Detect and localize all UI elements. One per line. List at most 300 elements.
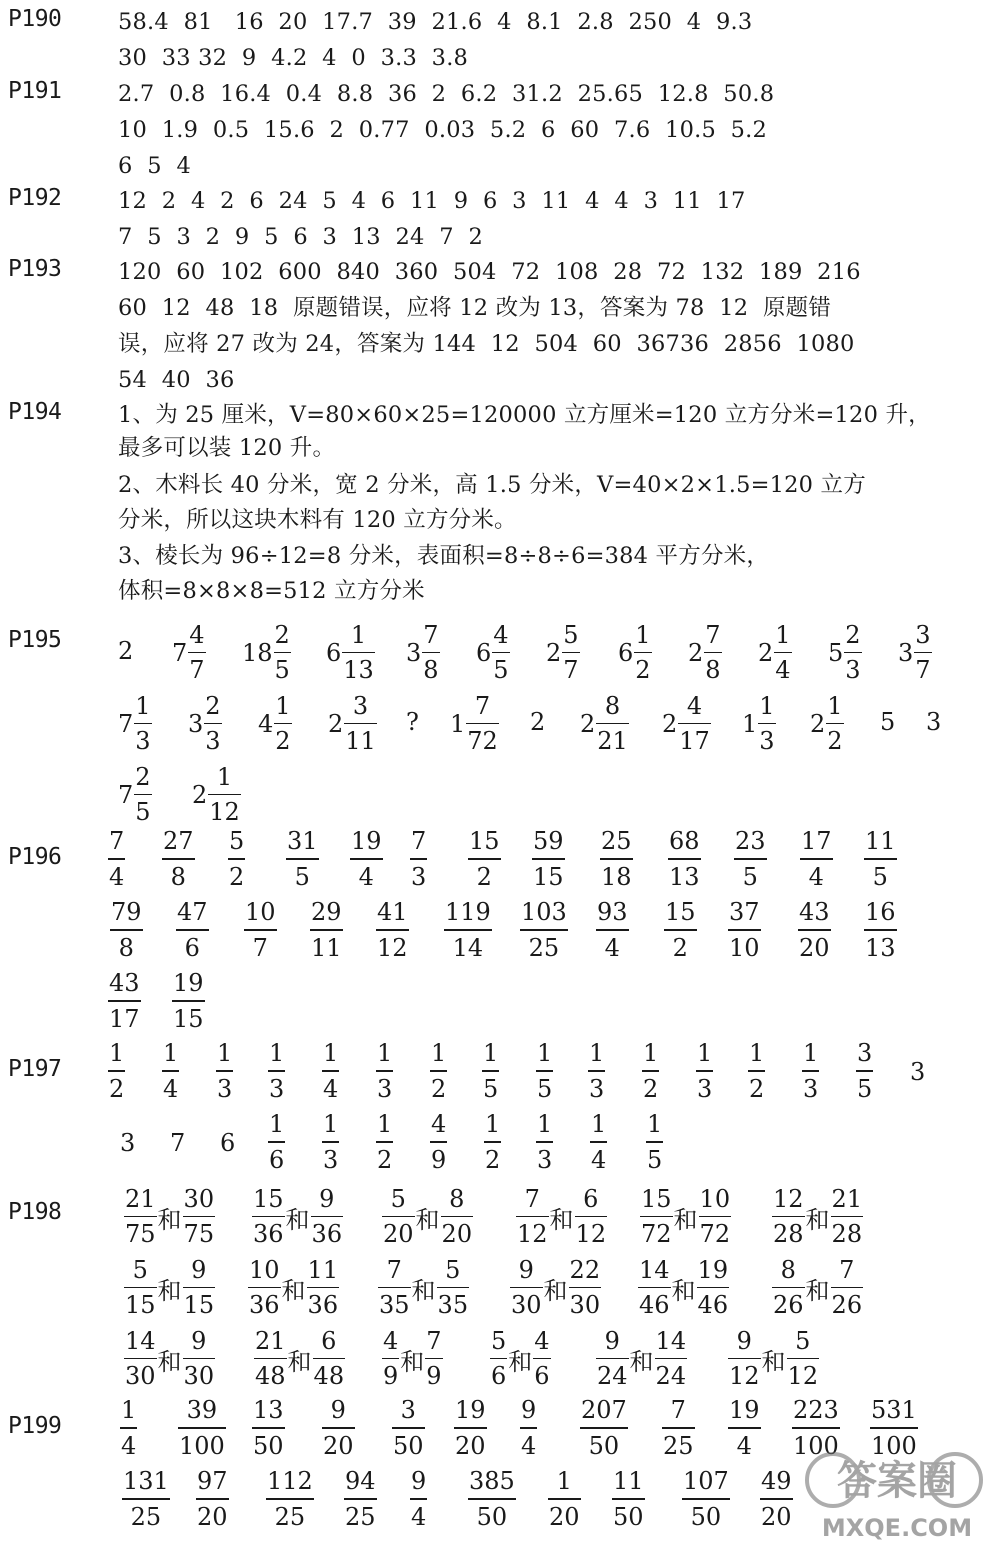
denominator: 4 xyxy=(808,862,824,891)
numerator: 4 xyxy=(383,1326,399,1355)
fraction xyxy=(310,897,343,964)
numerator: 68 xyxy=(669,827,700,855)
denominator: 21 xyxy=(597,727,628,756)
fraction-bar xyxy=(134,794,151,796)
denominator: 4 xyxy=(591,1145,607,1174)
fraction xyxy=(520,1395,537,1462)
fraction-bar xyxy=(734,858,767,860)
numerator: 3 xyxy=(857,1039,873,1067)
fraction-bar xyxy=(640,1216,673,1218)
fraction xyxy=(536,1038,553,1105)
answer-line: 60 12 48 18 原题错误，应将 12 改为 13，答案为 78 12 原题错 xyxy=(118,295,832,321)
fraction xyxy=(482,1038,499,1105)
plain-answer: 2 xyxy=(530,708,546,736)
numerator: 15 xyxy=(641,1184,672,1213)
fraction-pair xyxy=(378,1252,469,1324)
answer-line: 6 5 4 xyxy=(118,153,191,179)
numerator: 8 xyxy=(449,1184,465,1213)
fraction-bar xyxy=(490,1358,507,1360)
fraction-bar xyxy=(228,858,245,860)
denominator: 3 xyxy=(135,727,151,756)
fraction-bar xyxy=(697,1287,730,1289)
mixed-number xyxy=(172,617,206,689)
numerator: 6 xyxy=(321,1326,337,1355)
denominator: 6 xyxy=(491,1362,507,1391)
fraction xyxy=(204,691,221,758)
fraction-bar xyxy=(699,1216,732,1218)
fraction xyxy=(638,1255,671,1322)
fraction xyxy=(600,826,633,893)
fraction-bar xyxy=(322,1141,339,1143)
numerator: 3 xyxy=(352,691,369,720)
fraction xyxy=(307,1255,340,1322)
fraction xyxy=(196,1466,229,1533)
fraction xyxy=(704,620,721,687)
fraction-bar xyxy=(532,858,565,860)
fraction xyxy=(122,1466,170,1533)
denominator: 5 xyxy=(294,862,310,891)
fraction xyxy=(575,1184,608,1251)
denominator: 15 xyxy=(183,1291,215,1320)
fraction xyxy=(188,620,205,687)
denominator: 48 xyxy=(255,1362,286,1391)
denominator: 25 xyxy=(528,933,560,962)
denominator: 5 xyxy=(857,1074,873,1103)
fraction-bar xyxy=(533,1358,550,1360)
page-label: P192 xyxy=(8,185,62,211)
denominator: 3 xyxy=(845,656,861,685)
denominator: 2 xyxy=(377,1145,393,1174)
numerator: 1 xyxy=(647,1110,663,1138)
denominator: 4 xyxy=(521,1431,537,1460)
numerator: 1 xyxy=(537,1039,553,1067)
numerator: 11 xyxy=(613,1467,644,1495)
fraction-bar xyxy=(562,652,579,654)
denominator: 25 xyxy=(663,1431,694,1460)
fraction-bar xyxy=(600,858,633,860)
denominator: 12 xyxy=(575,1220,607,1249)
numerator: 1 xyxy=(323,1039,339,1067)
fraction-bar xyxy=(774,652,791,654)
denominator: 6 xyxy=(184,933,200,962)
denominator: 72 xyxy=(467,727,498,756)
numerator: 7 xyxy=(423,620,439,649)
numerator: 31 xyxy=(287,827,318,855)
whole-part: 7 xyxy=(118,781,134,809)
answer-line: 2、木料长 40 分米，宽 2 分米，高 1.5 分米，V=40×2×1.5=120 立方 xyxy=(118,472,866,498)
fraction xyxy=(831,1255,864,1322)
fraction xyxy=(286,826,319,893)
numerator: 9 xyxy=(330,1396,346,1424)
fraction-bar xyxy=(178,1427,226,1429)
fraction xyxy=(664,897,697,964)
numerator: 9 xyxy=(521,1396,537,1424)
fraction xyxy=(410,1466,427,1533)
plain-answer: 6 xyxy=(220,1129,236,1157)
denominator: 4 xyxy=(411,1502,427,1531)
fraction xyxy=(162,826,195,893)
numerator: 7 xyxy=(109,827,125,855)
numerator: 23 xyxy=(735,827,766,855)
denominator: 12 xyxy=(377,933,408,962)
denominator: 14 xyxy=(452,933,484,962)
fraction-bar xyxy=(382,1358,399,1360)
numerator: 19 xyxy=(173,969,204,997)
fraction-bar xyxy=(596,1358,629,1360)
numerator: 5 xyxy=(445,1255,461,1284)
denominator: 26 xyxy=(831,1291,863,1320)
fraction-bar xyxy=(728,1358,761,1360)
denominator: 100 xyxy=(871,1431,917,1460)
denominator: 5 xyxy=(483,1074,499,1103)
fraction-bar xyxy=(122,1498,170,1500)
denominator: 3 xyxy=(803,1074,819,1103)
answer-line: 54 40 36 xyxy=(118,367,235,393)
fraction-bar xyxy=(800,858,833,860)
denominator: 25 xyxy=(345,1502,376,1531)
fraction-bar xyxy=(176,929,209,931)
numerator: 1 xyxy=(431,1039,447,1067)
fraction-bar xyxy=(870,1427,918,1429)
fraction-bar xyxy=(468,858,501,860)
mixed-number xyxy=(258,688,292,760)
fraction-bar xyxy=(575,1216,608,1218)
fraction xyxy=(800,826,833,893)
whole-part: 2 xyxy=(662,710,678,738)
numerator: 531 xyxy=(871,1396,917,1424)
whole-part: 2 xyxy=(328,710,344,738)
denominator: 3 xyxy=(269,1074,285,1103)
fraction-bar xyxy=(844,652,861,654)
denominator: 3 xyxy=(697,1074,713,1103)
denominator: 3 xyxy=(589,1074,605,1103)
connector-he: 和 xyxy=(400,1347,425,1376)
numerator: 223 xyxy=(793,1396,839,1424)
numerator: 15 xyxy=(665,898,696,926)
watermark-logo xyxy=(795,1440,1000,1542)
fraction xyxy=(268,1038,285,1105)
fraction-bar xyxy=(772,1216,805,1218)
whole-part: 7 xyxy=(118,710,134,738)
fraction-bar xyxy=(914,652,931,654)
fraction xyxy=(376,1109,393,1176)
fraction xyxy=(274,620,291,687)
fraction-bar xyxy=(344,723,377,725)
fraction-bar xyxy=(864,929,897,931)
fraction-bar xyxy=(634,652,651,654)
fraction xyxy=(313,1326,346,1393)
page-label: P198 xyxy=(8,1199,62,1225)
numerator: 1 xyxy=(803,1039,819,1067)
fraction xyxy=(248,1255,281,1322)
fraction-bar xyxy=(376,1141,393,1143)
denominator: 50 xyxy=(690,1502,722,1531)
fraction xyxy=(562,620,579,687)
denominator: 13 xyxy=(865,933,896,962)
denominator: 5 xyxy=(274,656,290,685)
numerator: 19 xyxy=(697,1255,729,1284)
fraction-bar xyxy=(378,1287,411,1289)
fraction xyxy=(252,1184,285,1251)
denominator: 5 xyxy=(493,656,509,685)
mixed-number xyxy=(810,688,844,760)
fraction xyxy=(533,1326,550,1393)
answer-line: 7 5 3 2 9 5 6 3 13 24 7 2 xyxy=(118,224,483,250)
numerator: 5 xyxy=(491,1326,507,1355)
fraction-bar xyxy=(322,1070,339,1072)
numerator: 7 xyxy=(705,620,721,649)
numerator: 5 xyxy=(229,827,245,855)
answer-line: 3、棱长为 96÷12=8 分米，表面积=8÷8÷6=384 平方分米， xyxy=(118,543,770,569)
fraction-bar xyxy=(516,1216,549,1218)
denominator: 2 xyxy=(672,933,688,962)
whole-part: 2 xyxy=(688,639,704,667)
denominator: 24 xyxy=(655,1362,687,1391)
numerator: 1 xyxy=(275,691,291,720)
mixed-number xyxy=(618,617,652,689)
denominator: 5 xyxy=(647,1145,663,1174)
fraction xyxy=(124,1326,157,1393)
numerator: 21 xyxy=(831,1184,863,1213)
numerator: 94 xyxy=(345,1467,376,1495)
fraction-bar xyxy=(268,1070,285,1072)
fraction xyxy=(110,897,143,964)
numerator: 5 xyxy=(132,1255,148,1284)
denominator: 11 xyxy=(311,933,342,962)
whole-part: 4 xyxy=(258,710,274,738)
numerator: 1 xyxy=(775,620,791,649)
numerator: 207 xyxy=(581,1396,627,1424)
numerator: 4 xyxy=(189,620,205,649)
fraction-bar xyxy=(392,1427,425,1429)
answer-line: 分米，所以这块木料有 120 立方分米。 xyxy=(118,507,517,533)
numerator: 15 xyxy=(253,1184,284,1213)
mixed-number xyxy=(242,617,291,689)
fraction-pair xyxy=(640,1181,731,1253)
numerator: 7 xyxy=(426,1326,442,1355)
fraction-bar xyxy=(108,1000,141,1002)
fraction-bar xyxy=(252,1427,285,1429)
fraction-bar xyxy=(864,858,897,860)
fraction xyxy=(682,1466,730,1533)
fraction xyxy=(734,826,767,893)
fraction xyxy=(864,897,897,964)
fraction-bar xyxy=(520,1427,537,1429)
connector-he: 和 xyxy=(629,1347,654,1376)
connector-he: 和 xyxy=(281,1276,306,1305)
page-label: P191 xyxy=(8,78,62,104)
fraction xyxy=(425,1326,442,1393)
denominator: 8 xyxy=(705,656,721,685)
mixed-number xyxy=(118,688,152,760)
fraction-bar xyxy=(668,858,701,860)
numerator: 9 xyxy=(518,1255,534,1284)
fraction xyxy=(444,897,492,964)
denominator: 72 xyxy=(641,1220,672,1249)
numerator: 7 xyxy=(670,1396,686,1424)
mixed-number xyxy=(758,617,792,689)
numerator: 1 xyxy=(377,1110,393,1138)
denominator: 28 xyxy=(773,1220,804,1249)
fraction-bar xyxy=(124,1216,157,1218)
fraction-bar xyxy=(612,1498,645,1500)
fraction xyxy=(378,1255,411,1322)
answer-line: 2.7 0.8 16.4 0.4 8.8 36 2 6.2 31.2 25.65 12.8 50.8 xyxy=(118,81,775,107)
denominator: 8 xyxy=(423,656,439,685)
denominator: 2 xyxy=(749,1074,765,1103)
denominator: 24 xyxy=(597,1362,628,1391)
whole-part: 18 xyxy=(242,639,273,667)
fraction xyxy=(569,1255,602,1322)
numerator: 1 xyxy=(591,1110,607,1138)
fraction xyxy=(596,897,629,964)
mixed-number xyxy=(326,617,375,689)
fraction-bar xyxy=(510,1287,543,1289)
fraction xyxy=(183,1184,216,1251)
numerator: 1 xyxy=(216,762,233,791)
fraction xyxy=(244,897,277,964)
whole-part: 2 xyxy=(192,781,208,809)
fraction-pair xyxy=(124,1252,215,1324)
fraction-bar xyxy=(162,1070,179,1072)
denominator: 50 xyxy=(613,1502,644,1531)
fraction xyxy=(588,1038,605,1105)
mixed-number xyxy=(662,688,711,760)
fraction-bar xyxy=(492,652,509,654)
answer-line: 120 60 102 600 840 360 504 72 108 28 72 132 189 216 xyxy=(118,259,861,285)
fraction-bar xyxy=(588,1070,605,1072)
denominator: 36 xyxy=(249,1291,280,1320)
mixed-number xyxy=(118,759,152,831)
numerator: 1 xyxy=(697,1039,713,1067)
whole-part: 2 xyxy=(546,639,562,667)
fraction-bar xyxy=(204,723,221,725)
numerator: 1 xyxy=(589,1039,605,1067)
fraction-bar xyxy=(728,1427,761,1429)
numerator: 21 xyxy=(125,1184,156,1213)
fraction-bar xyxy=(748,1070,765,1072)
fraction-pair xyxy=(252,1181,343,1253)
denominator: 2 xyxy=(109,1074,125,1103)
numerator: 1 xyxy=(749,1039,765,1067)
fraction-bar xyxy=(410,1498,427,1500)
numerator: 47 xyxy=(177,898,208,926)
fraction xyxy=(274,691,291,758)
numerator: 7 xyxy=(524,1184,540,1213)
denominator: 30 xyxy=(183,1362,215,1391)
answer-line: 误，应将 27 改为 24，答案为 144 12 504 60 36736 2856 1080 xyxy=(118,331,855,357)
denominator: 20 xyxy=(761,1502,792,1531)
fraction-bar xyxy=(772,1287,805,1289)
connector-he: 和 xyxy=(157,1205,182,1234)
fraction xyxy=(382,1184,415,1251)
numerator: 41 xyxy=(377,898,408,926)
fraction xyxy=(441,1184,474,1251)
fraction xyxy=(172,968,205,1035)
answer-line: 12 2 4 2 6 24 5 4 6 11 9 6 3 11 4 4 3 11 17 xyxy=(118,188,746,214)
fraction xyxy=(162,1038,179,1105)
denominator: 100 xyxy=(793,1431,839,1460)
fraction-bar xyxy=(826,723,843,725)
fraction-bar xyxy=(344,1498,377,1500)
fraction xyxy=(183,1255,216,1322)
denominator: 50 xyxy=(476,1502,508,1531)
fraction xyxy=(802,1038,819,1105)
fraction xyxy=(311,1184,344,1251)
fraction-bar xyxy=(580,1427,628,1429)
fraction xyxy=(532,826,565,893)
fraction xyxy=(466,691,499,758)
fraction xyxy=(728,1326,761,1393)
fraction-bar xyxy=(124,1358,157,1360)
fraction-bar xyxy=(422,652,439,654)
fraction xyxy=(342,620,375,687)
fraction-bar xyxy=(268,1141,285,1143)
numerator: 1 xyxy=(483,1039,499,1067)
numerator: 1 xyxy=(121,1396,137,1424)
fraction xyxy=(216,1038,233,1105)
fraction xyxy=(668,826,701,893)
denominator: 12 xyxy=(209,798,240,827)
fraction-bar xyxy=(590,1141,607,1143)
whole-part: 3 xyxy=(406,639,422,667)
numerator: 3 xyxy=(400,1396,416,1424)
mixed-number xyxy=(406,617,440,689)
fraction-bar xyxy=(664,929,697,931)
numerator: 5 xyxy=(563,620,579,649)
denominator: 15 xyxy=(533,862,564,891)
fraction xyxy=(590,1109,607,1176)
numerator: 1 xyxy=(643,1039,659,1067)
numerator: 1 xyxy=(556,1467,572,1495)
fraction-bar xyxy=(244,929,277,931)
denominator: 12 xyxy=(517,1220,548,1249)
fraction-bar xyxy=(254,1358,287,1360)
fraction xyxy=(758,691,775,758)
answer-line: 30 33 32 9 4.2 4 0 3.3 3.8 xyxy=(118,45,469,71)
fraction xyxy=(510,1255,543,1322)
fraction-pair xyxy=(510,1252,601,1324)
page-label: P196 xyxy=(8,844,62,870)
whole-part: 2 xyxy=(580,710,596,738)
denominator: 2 xyxy=(643,1074,659,1103)
fraction xyxy=(844,620,861,687)
numerator: 16 xyxy=(865,898,896,926)
denominator: 50 xyxy=(253,1431,284,1460)
plain-answer: 5 xyxy=(880,708,896,736)
denominator: 3 xyxy=(217,1074,233,1103)
fraction xyxy=(376,1038,393,1105)
fraction xyxy=(344,1466,377,1533)
fraction xyxy=(748,1038,765,1105)
numerator: 1 xyxy=(163,1039,179,1067)
numerator: 8 xyxy=(604,691,621,720)
numerator: 30 xyxy=(183,1184,215,1213)
denominator: 15 xyxy=(125,1291,156,1320)
fraction xyxy=(134,691,151,758)
denominator: 5 xyxy=(537,1074,553,1103)
fraction-bar xyxy=(798,929,831,931)
fraction xyxy=(596,691,629,758)
numerator: 21 xyxy=(255,1326,286,1355)
fraction-bar xyxy=(311,1216,344,1218)
denominator: 17 xyxy=(109,1004,140,1033)
fraction-pair xyxy=(124,1181,215,1253)
fraction-bar xyxy=(188,652,205,654)
fraction-bar xyxy=(454,1427,487,1429)
fraction-bar xyxy=(376,929,409,931)
whole-part: 7 xyxy=(172,639,188,667)
